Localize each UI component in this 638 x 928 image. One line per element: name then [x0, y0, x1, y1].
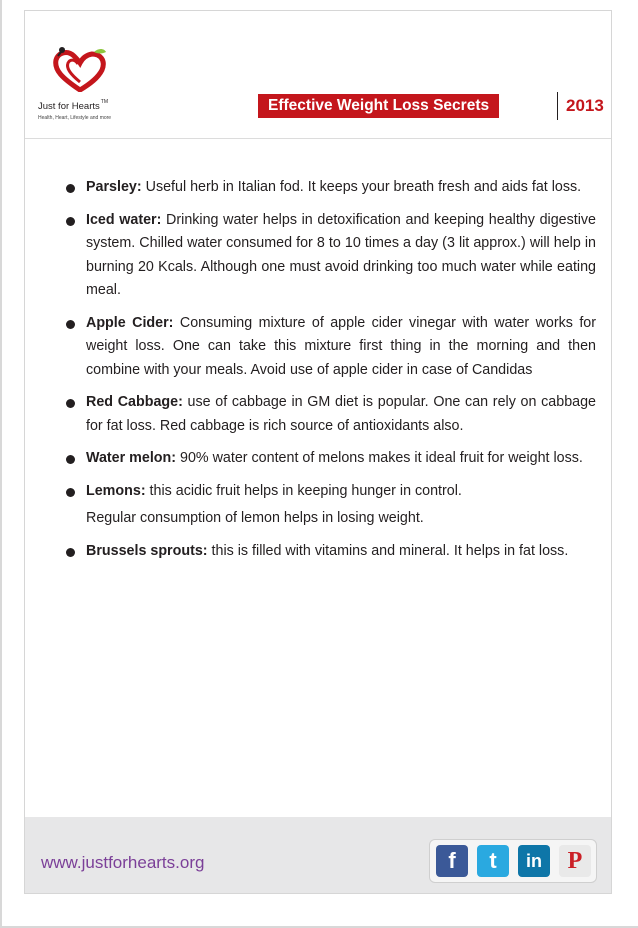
document-year: 2013: [566, 96, 604, 115]
facebook-glyph: f: [448, 848, 456, 873]
item-label: Apple Cider:: [86, 314, 174, 331]
trademark-mark: TM: [100, 99, 109, 105]
list-item-apple-cider: [66, 312, 596, 383]
item-text: this acidic fruit helps in keeping hunger in control.: [145, 482, 462, 499]
bullet-icon: [66, 488, 75, 497]
twitter-icon[interactable]: [477, 845, 509, 877]
pinterest-icon[interactable]: [559, 845, 591, 877]
item-label: Parsley:: [86, 179, 142, 195]
item-text: Consuming mixture of apple cider vinegar with water works for weight loss. One can take this mixture first thing in the morning and then combine with your meals. Avoid use of apple cider in case of Candidas: [86, 314, 597, 378]
bullet-icon: [66, 455, 75, 464]
item-label: Lemons:: [86, 482, 146, 499]
header-divider: [25, 138, 611, 139]
item-label: Iced water:: [86, 211, 162, 228]
bullet-icon: [66, 184, 75, 193]
item-text: use of cabbage in GM diet is popular. One can rely on cabbage for fat loss. Red cabbage is rich source of antioxidants also.: [86, 394, 596, 434]
bullet-icon: [66, 320, 75, 329]
heart-logo-icon: [50, 46, 110, 92]
website-link[interactable]: www.justforhearts.org: [41, 853, 205, 872]
linkedin-glyph: in: [526, 851, 542, 871]
linkedin-icon[interactable]: [518, 845, 550, 877]
item-label: Red Cabbage:: [86, 394, 183, 410]
bullet-icon: [66, 399, 75, 408]
logo: [36, 46, 146, 126]
list-item-parsley: [66, 176, 596, 200]
social-icons-bar: [429, 839, 597, 883]
content-list: [66, 176, 596, 572]
item-label: Brussels sprouts:: [86, 542, 208, 559]
item-text: Useful herb in Italian fod. It keeps your breath fresh and aids fat loss.: [141, 179, 582, 195]
item-label: Water melon:: [86, 450, 177, 466]
lemon-note: Regular consumption of lemon helps in losing weight.: [86, 510, 424, 526]
bullet-icon: [66, 217, 75, 226]
document-title: Effective Weight Loss Secrets: [258, 94, 499, 118]
title-separator: [557, 92, 558, 120]
facebook-icon[interactable]: [436, 845, 468, 877]
item-text: this is filled with vitamins and mineral. It helps in fat loss.: [207, 542, 569, 559]
list-item-brussels-sprouts: [66, 540, 596, 564]
brand-name: Just for Hearts™: [38, 99, 109, 112]
bullet-icon: [66, 548, 75, 557]
pinterest-glyph: P: [567, 848, 583, 874]
item-text: Drinking water helps in detoxification and keeping healthy digestive system. Chilled water consumed for 8 to 10 times a day (3 lit approx.) will help in burning 20 Kcals. Although one must avoid drinking too much water while eating meal.: [86, 211, 596, 298]
list-item-iced-water: [66, 209, 596, 303]
list-item-red-cabbage: [66, 391, 596, 438]
list-item-lemons: [66, 480, 596, 504]
twitter-glyph: t: [489, 848, 497, 873]
left-edge-line: [0, 0, 2, 928]
brand-tagline: Health, Heart, Lifestyle and more: [38, 115, 112, 121]
item-text: 90% water content of melons makes it ideal fruit for weight loss.: [176, 450, 583, 466]
footer: [25, 817, 611, 893]
list-item-water-melon: [66, 447, 596, 471]
